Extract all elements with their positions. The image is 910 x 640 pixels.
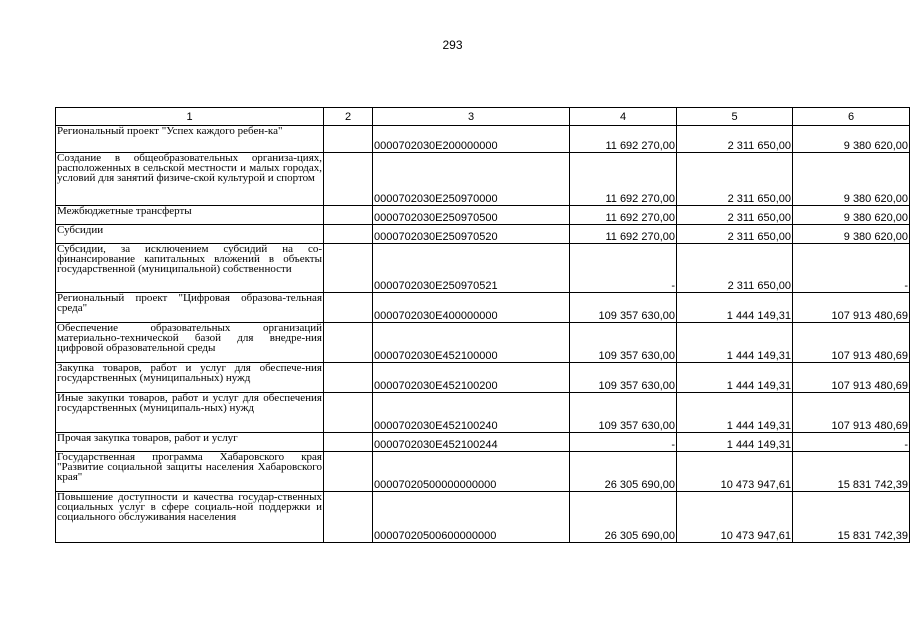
table-row [56,492,910,543]
row-value-5: 2 311 650,00 [677,126,793,153]
row-code: 0000702030E452100244 [373,433,570,452]
row-value-6: 107 913 480,69 [793,323,910,363]
row-code: 0000702030E250970500 [373,206,570,225]
table-row [56,244,910,293]
row-value-4: 109 357 630,00 [570,323,677,363]
row-value-5: 1 444 149,31 [677,293,793,323]
row-col2 [324,206,373,225]
row-name: Субсидии, за исключением субсидий на со-финансирование капитальных вложений в объекты государственной (муниципальной) собственности [56,244,324,293]
table-header-row [56,108,910,126]
row-name: Субсидии [56,225,324,244]
table-row [56,206,910,225]
row-value-6: 107 913 480,69 [793,293,910,323]
row-value-5: 1 444 149,31 [677,433,793,452]
budget-table [55,107,910,543]
column-header-6: 6 [793,108,910,126]
row-name: Повышение доступности и качества государ-ственных социальных услуг в сфере социаль-ной поддержки и социального обслуживания населения [56,492,324,543]
row-code: 0000702030E400000000 [373,293,570,323]
column-header-3: 3 [373,108,570,126]
row-value-4: - [570,244,677,293]
row-code: 00007020500000000000 [373,452,570,492]
row-name: Создание в общеобразовательных организа-циях, расположенных в сельской местности и малых городах, условий для занятий физиче-ской культурой и спортом [56,153,324,206]
row-value-4: 11 692 270,00 [570,153,677,206]
row-col2 [324,363,373,393]
row-value-5: 2 311 650,00 [677,153,793,206]
row-code: 0000702030E452100200 [373,363,570,393]
table-row [56,363,910,393]
row-value-4: 26 305 690,00 [570,492,677,543]
page-number: 293 [442,38,463,52]
row-col2 [324,433,373,452]
row-value-4: 109 357 630,00 [570,363,677,393]
row-value-6: 9 380 620,00 [793,153,910,206]
row-value-6: 15 831 742,39 [793,492,910,543]
table-row [56,225,910,244]
row-value-4: 11 692 270,00 [570,225,677,244]
row-code: 0000702030E250970521 [373,244,570,293]
row-col2 [324,323,373,363]
row-value-6: - [793,244,910,293]
row-value-6: 107 913 480,69 [793,363,910,393]
column-header-1: 1 [56,108,324,126]
row-col2 [324,153,373,206]
table-row [56,323,910,363]
row-name: Иные закупки товаров, работ и услуг для обеспечения государственных (муниципаль-ных) нужд [56,393,324,433]
column-header-5: 5 [677,108,793,126]
row-value-6: 15 831 742,39 [793,452,910,492]
row-value-4: 11 692 270,00 [570,206,677,225]
row-code: 0000702030E250970520 [373,225,570,244]
row-name: Межбюджетные трансферты [56,206,324,225]
row-value-5: 2 311 650,00 [677,225,793,244]
table-row [56,293,910,323]
row-name: Обеспечение образовательных организаций материально-технической базой для внедре-ния цифровой образовательной среды [56,323,324,363]
row-col2 [324,492,373,543]
row-col2 [324,126,373,153]
row-name: Закупка товаров, работ и услуг для обеспече-ния государственных (муниципальных) нужд [56,363,324,393]
row-value-5: 2 311 650,00 [677,244,793,293]
row-col2 [324,393,373,433]
row-col2 [324,452,373,492]
row-value-4: - [570,433,677,452]
row-value-6: 107 913 480,69 [793,393,910,433]
row-value-4: 11 692 270,00 [570,126,677,153]
row-code: 0000702030E200000000 [373,126,570,153]
row-code: 0000702030E250970000 [373,153,570,206]
row-value-6: 9 380 620,00 [793,126,910,153]
row-value-5: 1 444 149,31 [677,363,793,393]
row-code: 0000702030E452100240 [373,393,570,433]
row-value-6: - [793,433,910,452]
row-name: Региональный проект "Цифровая образова-тельная среда" [56,293,324,323]
table-row [56,153,910,206]
row-value-6: 9 380 620,00 [793,225,910,244]
row-value-6: 9 380 620,00 [793,206,910,225]
row-col2 [324,244,373,293]
row-value-4: 109 357 630,00 [570,293,677,323]
table-row [56,393,910,433]
row-code: 0000702030E452100000 [373,323,570,363]
row-code: 00007020500600000000 [373,492,570,543]
row-value-5: 2 311 650,00 [677,206,793,225]
row-value-5: 10 473 947,61 [677,492,793,543]
row-name: Прочая закупка товаров, работ и услуг [56,433,324,452]
row-value-5: 1 444 149,31 [677,323,793,363]
table-row [56,126,910,153]
column-header-2: 2 [324,108,373,126]
row-name: Государственная программа Хабаровского края "Развитие социальной защиты населения Хабаровского края" [56,452,324,492]
row-name: Региональный проект "Успех каждого ребен-ка" [56,126,324,153]
table-row [56,452,910,492]
row-value-4: 26 305 690,00 [570,452,677,492]
column-header-4: 4 [570,108,677,126]
row-col2 [324,225,373,244]
row-value-4: 109 357 630,00 [570,393,677,433]
row-value-5: 10 473 947,61 [677,452,793,492]
row-value-5: 1 444 149,31 [677,393,793,433]
table-row [56,433,910,452]
row-col2 [324,293,373,323]
